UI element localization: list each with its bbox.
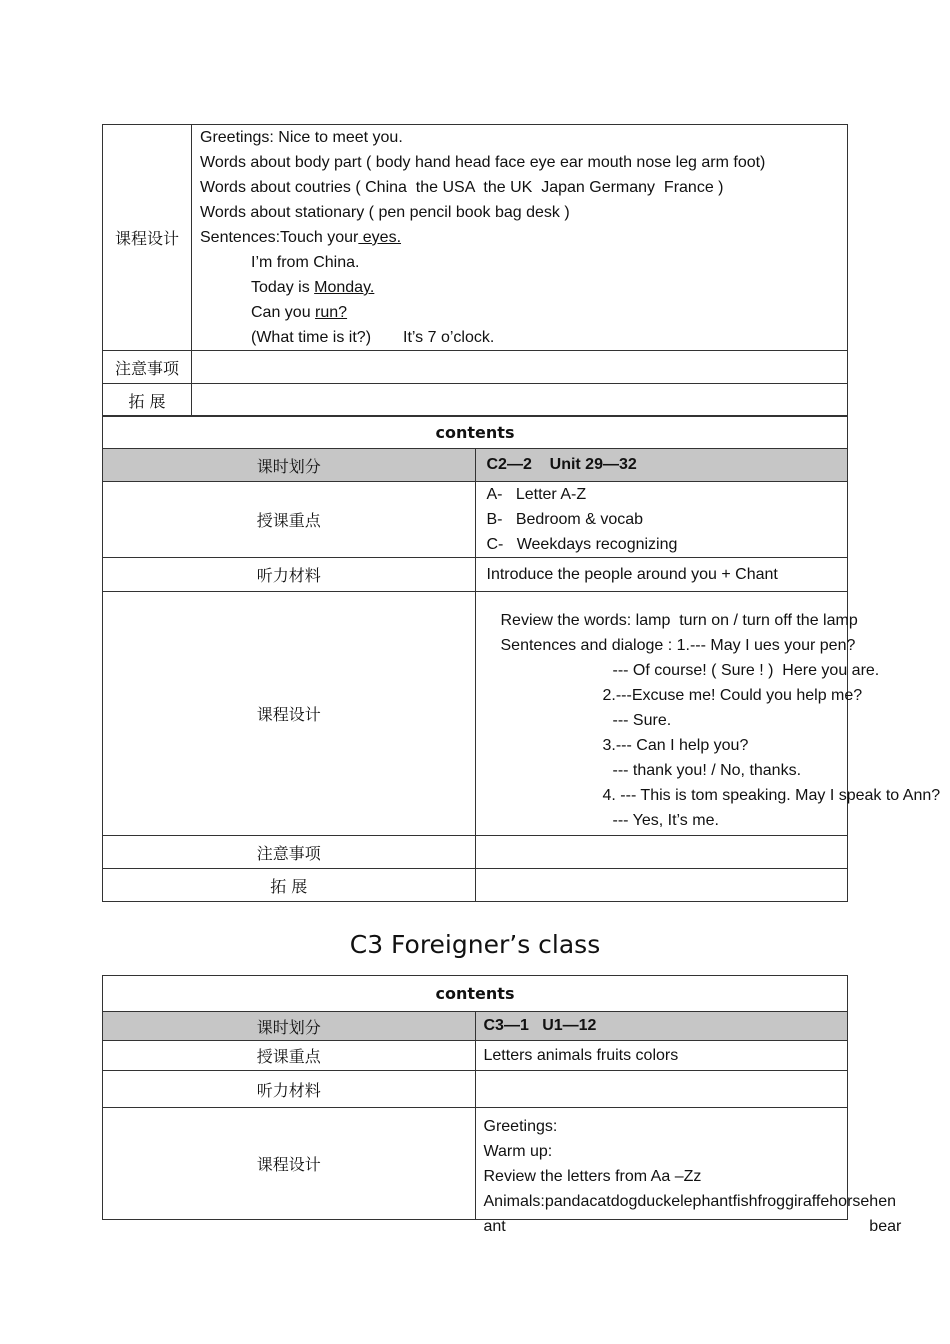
text-line: Words about stationary ( pen pencil book bag desk ) bbox=[200, 204, 570, 221]
course-design-content bbox=[475, 592, 941, 836]
listening-label: 听力材料 bbox=[103, 558, 476, 592]
text-fragment: Sentences:Touch your bbox=[200, 229, 359, 246]
expand-label: 拓 展 bbox=[103, 869, 476, 902]
animal-word: horse bbox=[829, 1192, 870, 1210]
text-fragment: (What time is it?) bbox=[251, 329, 372, 346]
listening-label: 听力材料 bbox=[103, 1071, 476, 1108]
period-label: 课时划分 bbox=[103, 1012, 476, 1041]
text-fragment: It’s 7 o’clock. bbox=[403, 329, 495, 346]
text-line: Greetings: Nice to meet you. bbox=[200, 129, 403, 146]
section-title: C3 Foreigner’s class bbox=[349, 930, 601, 959]
text-line bbox=[200, 275, 847, 300]
course-design-label: 课程设计 bbox=[103, 125, 192, 351]
text-fragment: Today is bbox=[251, 279, 315, 296]
text-line: Greetings: bbox=[483, 1117, 558, 1135]
notes-label: 注意事项 bbox=[103, 351, 192, 384]
focus-content bbox=[475, 482, 848, 558]
period-value: C2—2 Unit 29—32 bbox=[475, 449, 848, 482]
text-line: Words about coutries ( China the USA the UK Japan Germany France ) bbox=[200, 179, 724, 196]
text-fragment: Can you bbox=[251, 304, 316, 321]
period-label: 课时划分 bbox=[103, 449, 476, 482]
text-line: --- Of course! ( Sure ! ) Here you are. bbox=[612, 662, 880, 679]
text-line bbox=[200, 225, 847, 250]
focus-value: Letters animals fruits colors bbox=[475, 1041, 848, 1071]
contents-header: contents bbox=[103, 976, 848, 1012]
animal-word: duck bbox=[637, 1192, 672, 1210]
animal-word: Animals: ant bbox=[483, 1192, 545, 1235]
expand-label: 拓 展 bbox=[103, 384, 192, 417]
text-line: I’m from China. bbox=[251, 254, 360, 271]
text-line: Warm up: bbox=[483, 1142, 553, 1160]
animal-word: elephant bbox=[671, 1192, 733, 1210]
expand-content bbox=[475, 869, 848, 902]
text-line: --- Yes, It’s me. bbox=[612, 812, 719, 829]
focus-item: B- Bedroom & vocab bbox=[486, 511, 644, 528]
animal-word: panda bbox=[544, 1192, 590, 1210]
text-line: Review the letters from Aa –Zz bbox=[483, 1167, 702, 1185]
underlined-word: run? bbox=[315, 304, 348, 321]
underlined-word: eyes. bbox=[358, 229, 402, 246]
text-line: 2.---Excuse me! Could you help me? bbox=[602, 687, 863, 704]
text-line: 4. --- This is tom speaking. May I speak to Ann? bbox=[602, 787, 941, 804]
notes-content bbox=[192, 351, 848, 384]
lesson-table-2 bbox=[102, 415, 941, 902]
underlined-word: Monday. bbox=[314, 279, 375, 296]
course-design-content bbox=[192, 125, 848, 351]
animal-word: dog bbox=[610, 1192, 638, 1210]
focus-item: A- Letter A-Z bbox=[486, 486, 587, 503]
focus-item: C- Weekdays recognizing bbox=[486, 536, 678, 553]
listening-content bbox=[475, 1071, 848, 1108]
animal-word: frog bbox=[757, 1192, 786, 1210]
text-line: Sentences and dialoge : 1.--- May I ues your pen? bbox=[500, 637, 856, 654]
course-design-content bbox=[475, 1108, 902, 1235]
lesson-table-3 bbox=[102, 975, 902, 1235]
focus-label: 授课重点 bbox=[103, 482, 476, 558]
notes-label: 注意事项 bbox=[103, 836, 476, 869]
text-line: 3.--- Can I help you? bbox=[602, 737, 749, 754]
focus-label: 授课重点 bbox=[103, 1041, 476, 1071]
period-value: C3—1 U1—12 bbox=[475, 1012, 848, 1041]
text-line: --- Sure. bbox=[612, 712, 672, 729]
course-design-label: 课程设计 bbox=[103, 592, 476, 836]
animal-word: giraffe bbox=[785, 1192, 830, 1210]
animals-line bbox=[483, 1189, 902, 1235]
text-line: Review the words: lamp turn on / turn off the lamp bbox=[500, 612, 858, 629]
animal-word: hen bear bbox=[869, 1192, 902, 1235]
text-line bbox=[200, 300, 847, 325]
lesson-table-1 bbox=[102, 124, 848, 417]
text-line: --- thank you! / No, thanks. bbox=[612, 762, 802, 779]
contents-header: contents bbox=[103, 416, 848, 449]
course-design-label: 课程设计 bbox=[103, 1108, 476, 1220]
text-line bbox=[200, 325, 847, 350]
animal-word: fish bbox=[732, 1192, 758, 1210]
text-line: Words about body part ( body hand head face eye ear mouth nose leg arm foot) bbox=[200, 154, 766, 171]
expand-content bbox=[192, 384, 848, 417]
notes-content bbox=[475, 836, 848, 869]
animal-word: cat bbox=[589, 1192, 611, 1210]
listening-value: Introduce the people around you + Chant bbox=[475, 558, 848, 592]
